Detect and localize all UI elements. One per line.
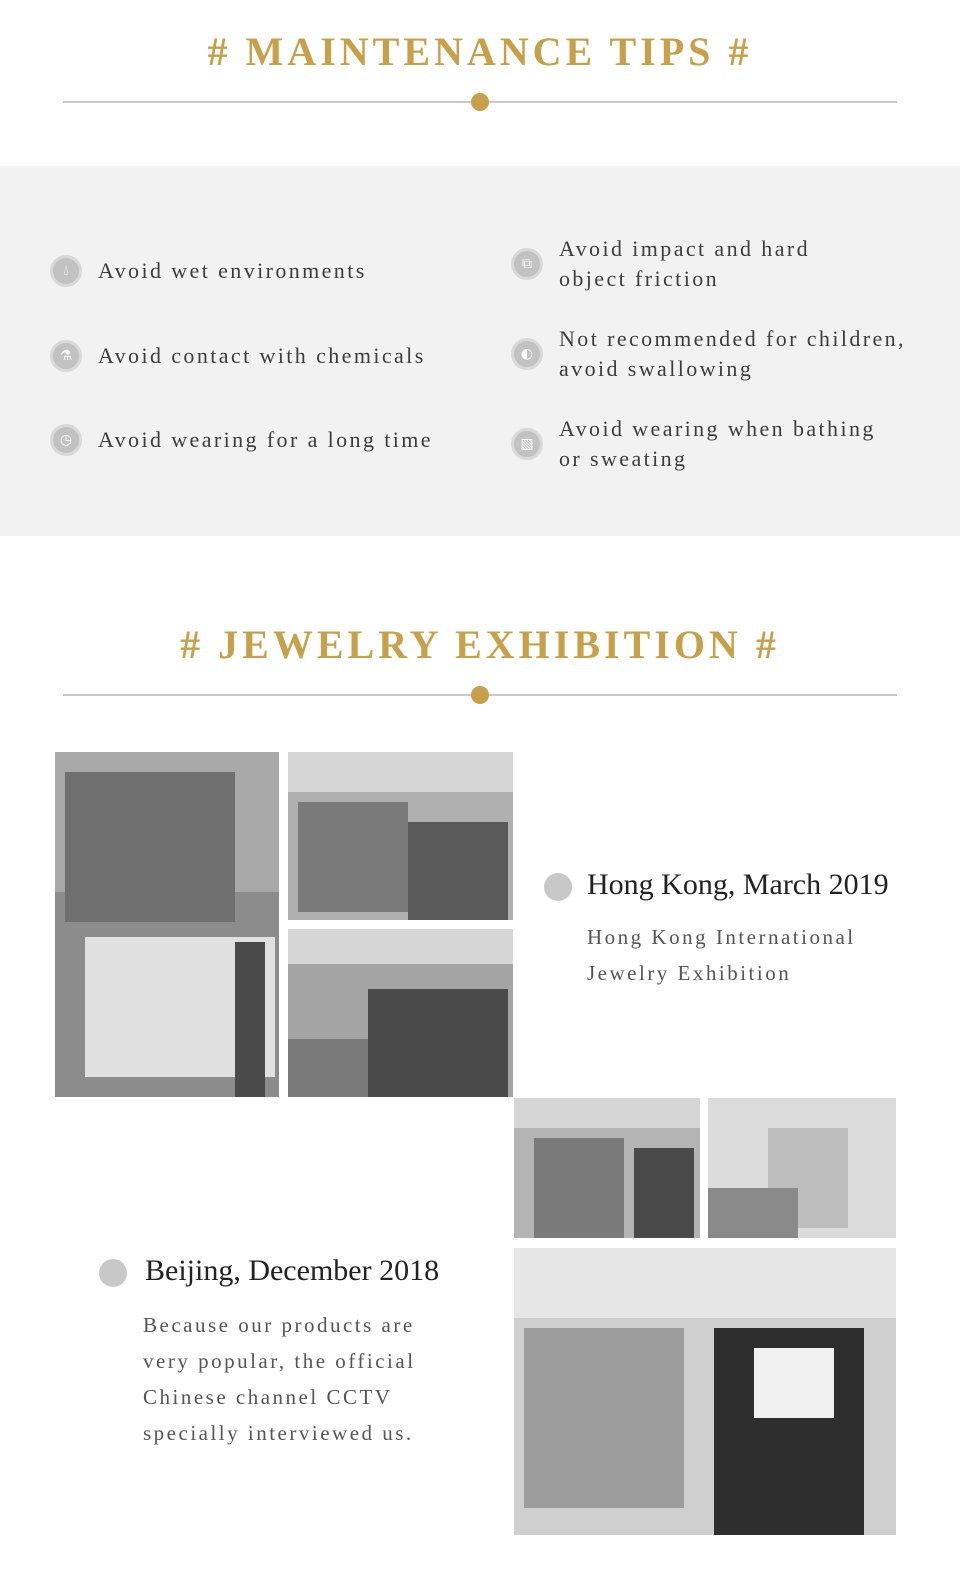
tip-label: Avoid wet environments <box>98 258 367 283</box>
tip-label: or sweating <box>559 446 688 471</box>
tip-bathing <box>511 414 876 474</box>
tip-label: object friction <box>559 266 720 291</box>
water-drop-icon: 💧︎ <box>50 255 82 287</box>
bj-badge-photo <box>708 1098 896 1238</box>
tip-label: Avoid wearing for a long time <box>98 427 433 452</box>
exhibition-divider-dot <box>471 686 489 704</box>
maintenance-title: # MAINTENANCE TIPS # <box>207 29 753 74</box>
tip-children <box>511 324 906 384</box>
hk-booth-photo-1 <box>288 752 513 920</box>
bj-event-title: Beijing, December 2018 <box>145 1254 440 1287</box>
flask-icon: ⚗ <box>50 340 82 372</box>
hk-pavilion-photo <box>55 752 279 1097</box>
bj-desc-line: Chinese channel CCTV <box>143 1385 393 1409</box>
tip-label: Avoid contact with chemicals <box>98 343 426 368</box>
tip-long-time <box>50 424 433 456</box>
hk-desc-line: Jewelry Exhibition <box>587 961 792 985</box>
hk-event-description <box>587 919 856 991</box>
hk-booth-photo-2 <box>288 929 513 1097</box>
tip-impact <box>511 234 810 294</box>
tip-label: Not recommended for children, <box>559 326 906 351</box>
bj-desc-line: very popular, the official <box>143 1349 416 1373</box>
bath-icon: ▧ <box>511 428 543 460</box>
impact-icon: ⧉ <box>511 248 543 280</box>
tip-label: Avoid impact and hard <box>559 236 810 261</box>
bj-booth-photo-1 <box>514 1098 700 1238</box>
child-icon: ◐ <box>511 338 543 370</box>
bj-event-description <box>143 1307 416 1451</box>
clock-icon: ◷ <box>50 424 82 456</box>
hk-desc-line: Hong Kong International <box>587 925 856 949</box>
tip-label: avoid swallowing <box>559 356 754 381</box>
tip-wet <box>50 255 367 287</box>
hk-event-title: Hong Kong, March 2019 <box>587 868 889 901</box>
tip-label: Avoid wearing when bathing <box>559 416 876 441</box>
bj-cctv-photo <box>514 1248 896 1535</box>
tip-chemicals <box>50 340 426 372</box>
maintenance-divider-dot <box>471 93 489 111</box>
hk-bullet <box>544 873 572 901</box>
exhibition-title: # JEWELRY EXHIBITION # <box>180 622 780 667</box>
bj-desc-line: Because our products are <box>143 1313 415 1337</box>
bj-bullet <box>99 1259 127 1287</box>
bj-desc-line: specially interviewed us. <box>143 1421 414 1445</box>
